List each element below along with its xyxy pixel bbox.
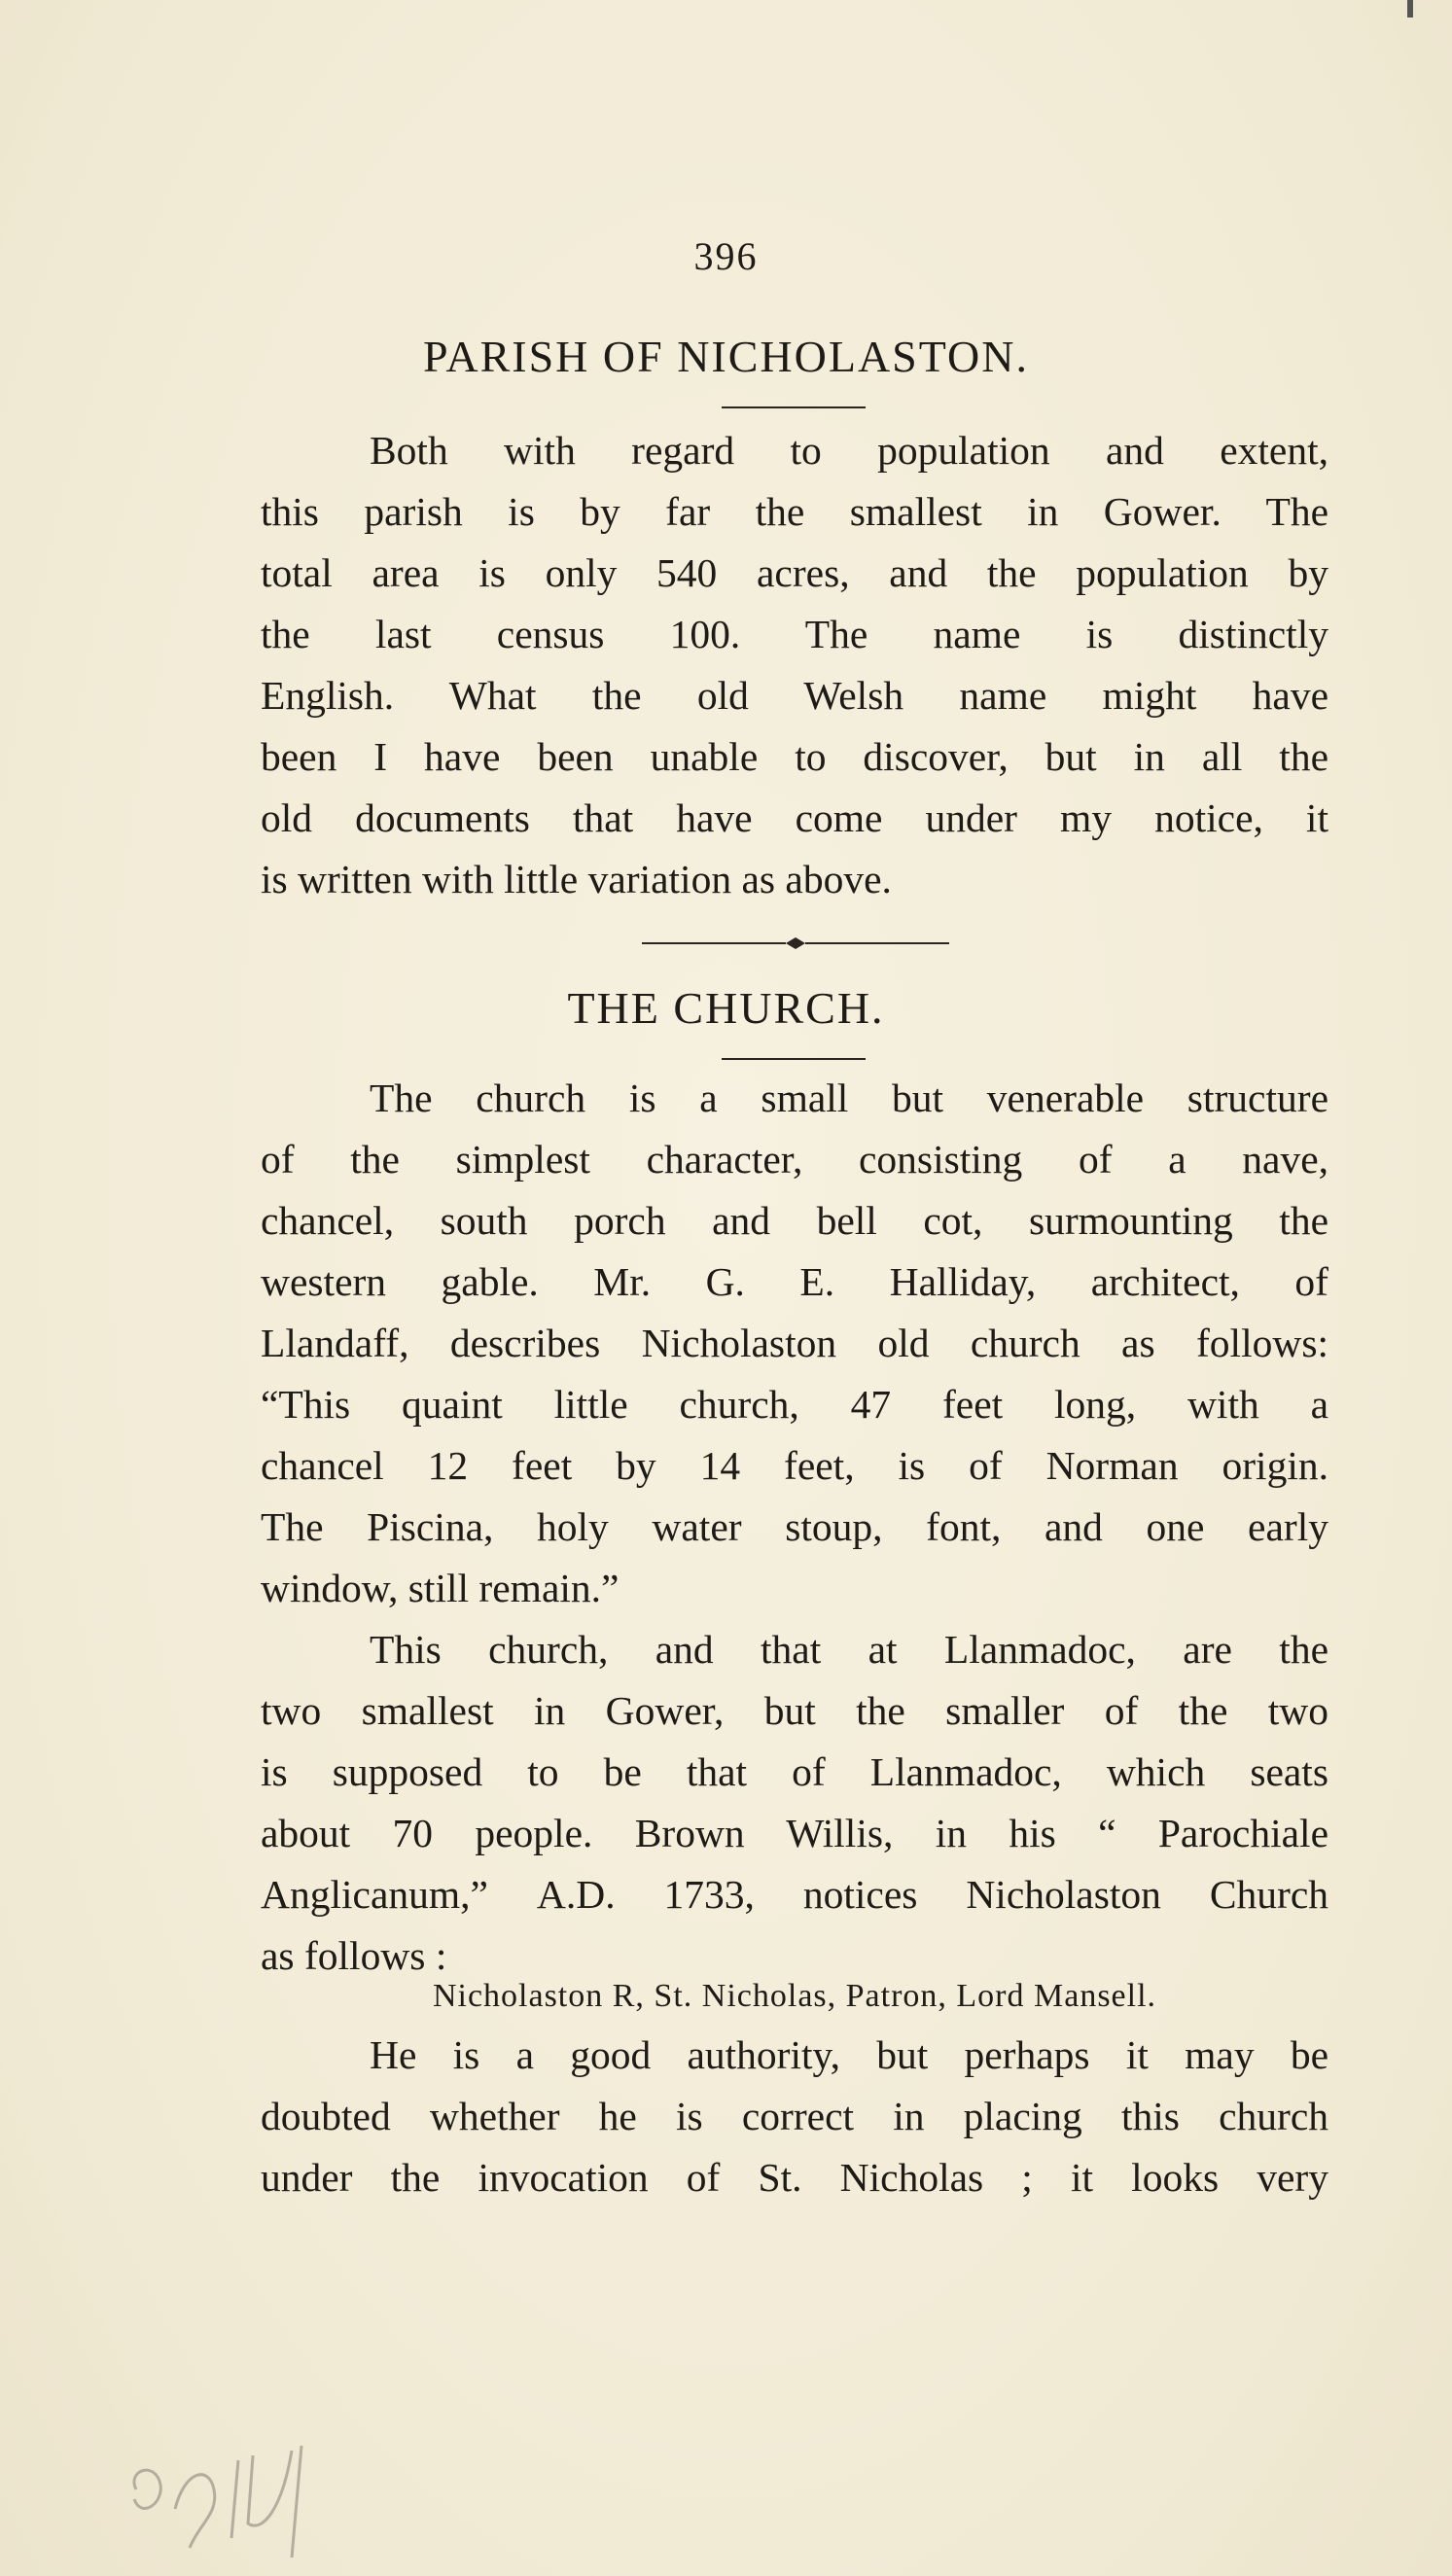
- text-line: of the simplest character, consisting of a nave,: [261, 1137, 1328, 1182]
- text-line: This church, and that at Llanmadoc, are the: [370, 1627, 1328, 1672]
- text-line: is written with little variation as above.: [261, 857, 892, 901]
- text-fragment: 1733, notices Nicholaston Church: [663, 1872, 1328, 1917]
- text-line: Both with regard to population and extent,: [370, 428, 1328, 473]
- handwritten-scribble: [117, 2431, 389, 2567]
- era-abbreviation: A.D.: [536, 1872, 616, 1917]
- text-line: been I have been unable to discover, but in all the: [261, 734, 1328, 779]
- text-line: under the invocation of St. Nicholas ; it looks very: [261, 2155, 1328, 2200]
- text-line: window, still remain.”: [261, 1566, 620, 1610]
- text-line: two smallest in Gower, but the smaller of the two: [261, 1688, 1328, 1733]
- text-line: English. What the old Welsh name might have: [261, 673, 1328, 718]
- text-line: total area is only 540 acres, and the population by: [261, 550, 1328, 595]
- church-paragraph-1: [261, 1068, 1328, 1987]
- heading-rule: [722, 406, 866, 408]
- parish-heading: PARISH OF NICHOLASTON.: [423, 332, 1029, 381]
- text-line: The church is a small but venerable structure: [370, 1076, 1328, 1120]
- text-line: [261, 1864, 1328, 1925]
- text-line: old documents that have come under my notice, it: [261, 795, 1328, 840]
- text-line: as follows :: [261, 1933, 447, 1978]
- parish-paragraph: [261, 420, 1328, 910]
- text-line: western gable. Mr. G. E. Halliday, architect, of: [261, 1259, 1328, 1304]
- citation-line: Nicholaston R, St. Nicholas, Patron, Lord Mansell.: [432, 1978, 1157, 2014]
- text-line: chancel 12 feet by 14 feet, is of Norman origin.: [261, 1443, 1328, 1488]
- page-number: 396: [693, 234, 759, 278]
- text-fragment: Anglicanum,”: [261, 1872, 488, 1917]
- text-line: about 70 people. Brown Willis, in his “ Parochiale: [261, 1811, 1328, 1855]
- text-line: the last census 100. The name is distinctly: [261, 612, 1328, 656]
- text-line: this parish is by far the smallest in Gower. The: [261, 489, 1328, 534]
- text-line: He is a good authority, but perhaps it may be: [370, 2032, 1328, 2077]
- heading-rule: [722, 1058, 866, 1060]
- text-line: doubted whether he is correct in placing this church: [261, 2094, 1328, 2138]
- page-edge-mark: [1407, 0, 1413, 18]
- section-divider-ornament: [642, 934, 953, 953]
- church-paragraph-3: [261, 2025, 1328, 2208]
- text-line: “This quaint little church, 47 feet long, with a: [261, 1382, 1328, 1427]
- church-heading: THE CHURCH.: [567, 983, 885, 1033]
- text-line: chancel, south porch and bell cot, surmounting the: [261, 1198, 1328, 1243]
- text-line: is supposed to be that of Llanmadoc, which seats: [261, 1749, 1328, 1794]
- text-line: The Piscina, holy water stoup, font, and one early: [261, 1504, 1328, 1549]
- text-line: Llandaff, describes Nicholaston old church as follows:: [261, 1321, 1328, 1365]
